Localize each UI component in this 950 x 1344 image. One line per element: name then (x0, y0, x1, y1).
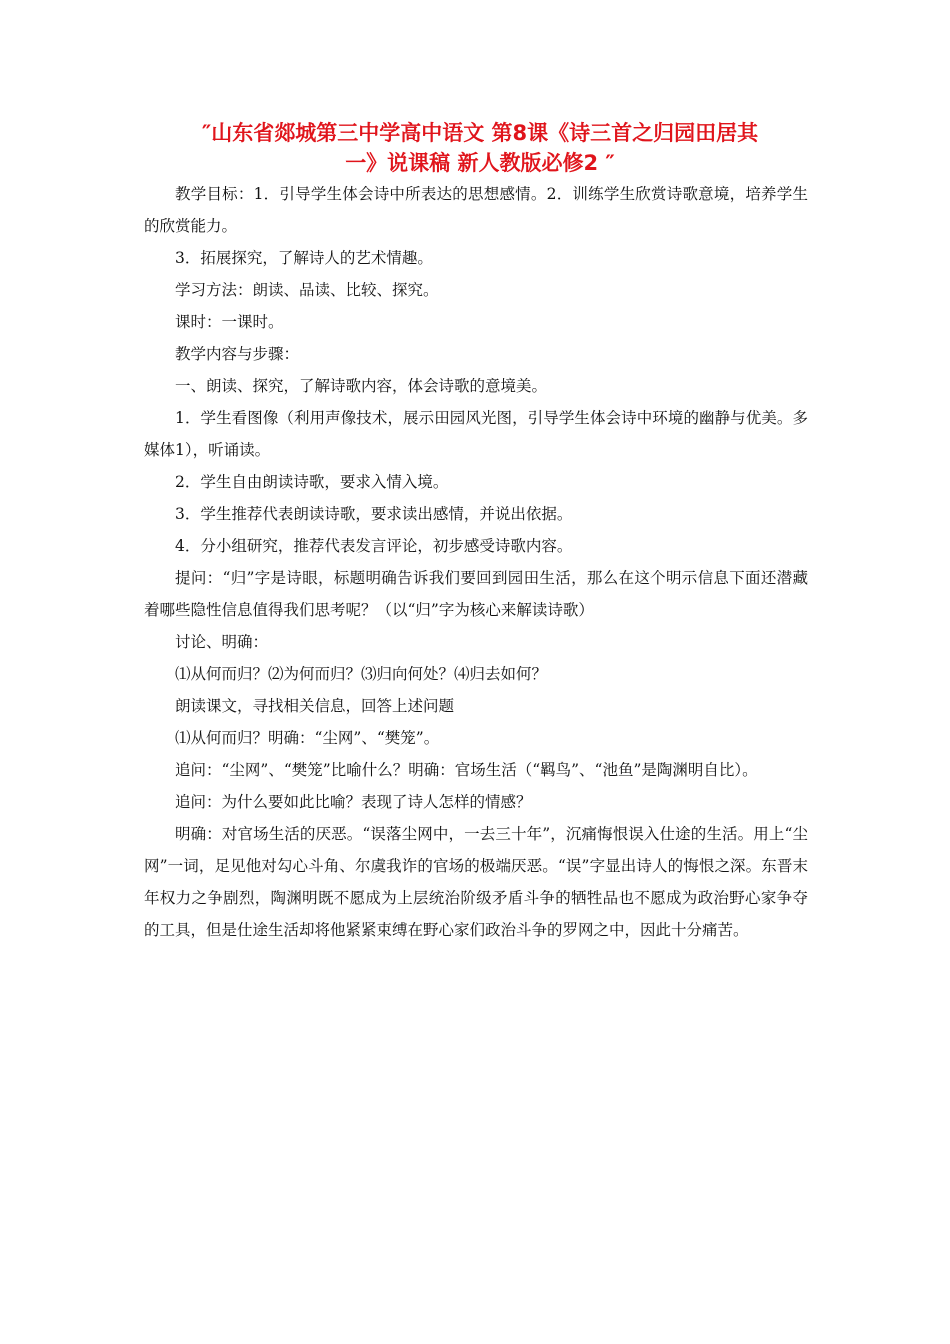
paragraph-learning-methods: 学习方法：朗读、品读、比较、探究。 (175, 281, 439, 299)
paragraph-step-3: 3．学生推荐代表朗读诗歌，要求读出感情，并说出依据。 (175, 505, 573, 523)
paragraph-read-text: 朗读课文，寻找相关信息，回答上述问题 (175, 697, 455, 715)
paragraph-step-2: 2．学生自由朗读诗歌，要求入情入境。 (175, 473, 449, 491)
title-line-1: ″山东省郯城第三中学高中语文 第8课《诗三首之归园田居其 (201, 121, 759, 145)
document-body (144, 178, 808, 946)
paragraph-step-4: 4．分小组研究，推荐代表发言评论，初步感受诗歌内容。 (175, 537, 573, 555)
paragraph-teaching-goals: 教学目标：1．引导学生体会诗中所表达的思想感情。2．训练学生欣赏诗歌意境，培养学生的欣赏能力。 (144, 185, 808, 235)
paragraph-goal-3: 3．拓展探究，了解诗人的艺术情趣。 (175, 249, 433, 267)
paragraph-step-1: 1．学生看图像（利用声像技术，展示田园风光图，引导学生体会诗中环境的幽静与优美。多媒体1），听诵读。 (144, 409, 808, 459)
paragraph-content-steps: 教学内容与步骤： (175, 345, 300, 363)
title-line-2: 一》说课稿 新人教版必修2 ″ (345, 151, 615, 175)
paragraph-follow-up-2: 追问：为什么要如此比喻？表现了诗人怎样的情感？ (175, 793, 532, 811)
paragraph-four-questions: ⑴从何而归？⑵为何而归？⑶归向何处？⑷归去如何？ (175, 665, 548, 683)
paragraph-question: 提问：“归”字是诗眼，标题明确告诉我们要回到园田生活，那么在这个明示信息下面还潜藏着哪些隐性信息值得我们思考呢？（以“归”字为核心来解读诗歌） (144, 569, 808, 619)
paragraph-clarification: 明确：对官场生活的厌恶。“误落尘网中，一去三十年”，沉痛悔恨误入仕途的生活。用上“尘网”一词，足见他对勾心斗角、尔虞我诈的官场的极端厌恶。“误”字显出诗人的悔恨之深。东晋末年权力之争剧烈，陶渊明既不愿成为上层统治阶级矛盾斗争的牺牲品也不愿成为政治野心家争夺的工具，但是仕途生活却将他紧紧束缚在野心家们政治斗争的罗网之中，因此十分痛苦。 (144, 825, 808, 939)
paragraph-follow-up-1: 追问：“尘网”、“樊笼”比喻什么？明确：官场生活（“羁鸟”、“池鱼”是陶渊明自比）。 (175, 761, 758, 779)
paragraph-discussion: 讨论、明确： (175, 633, 269, 651)
paragraph-answer-1: ⑴从何而归？明确：“尘网”、“樊笼”。 (175, 729, 440, 747)
document-title (140, 118, 820, 178)
paragraph-class-hours: 课时：一课时。 (175, 313, 284, 331)
paragraph-section-1: 一、朗读、探究，了解诗歌内容，体会诗歌的意境美。 (175, 377, 548, 395)
